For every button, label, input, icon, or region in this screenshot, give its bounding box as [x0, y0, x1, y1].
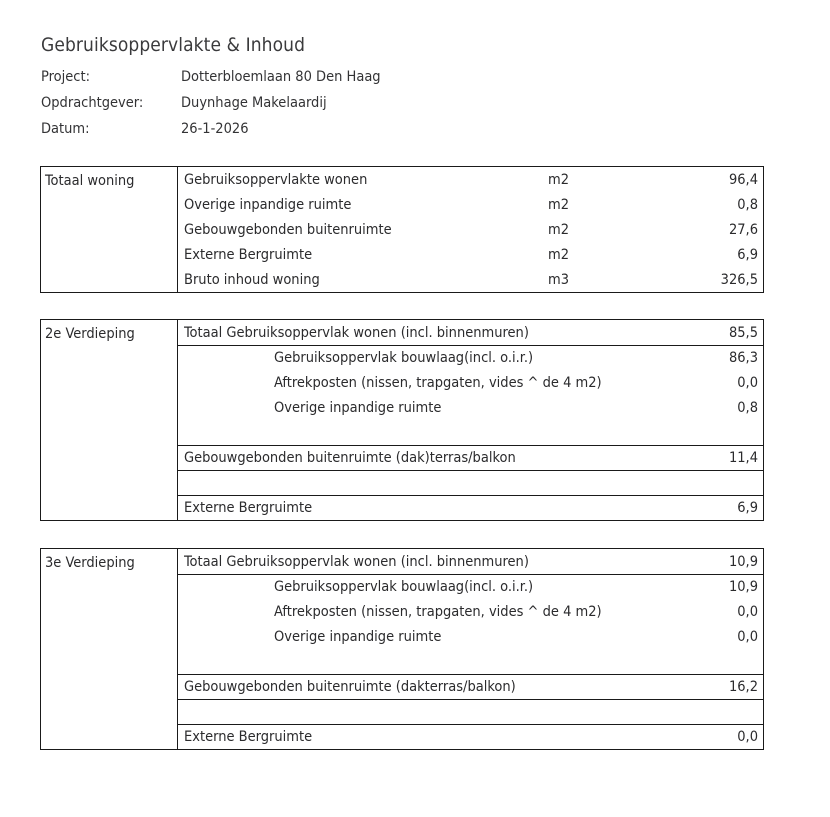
table-row	[178, 495, 763, 520]
opdrachtgever-label: Opdrachtgever:	[41, 95, 144, 111]
table-row	[178, 167, 763, 192]
table-3e-side-label: 3e Verdieping	[41, 549, 178, 749]
row-description: Overige inpandige ruimte	[184, 196, 352, 213]
row-description: Gebruiksoppervlak bouwlaag(incl. o.i.r.)	[274, 350, 534, 366]
row-value: 86,3	[728, 350, 758, 366]
row-description: Gebouwgebonden buitenruimte	[184, 221, 392, 238]
row-description: Externe Bergruimte	[184, 500, 313, 516]
row-value: 10,9	[728, 579, 758, 595]
metadata-row-datum	[41, 116, 541, 142]
datum-label: Datum:	[41, 121, 90, 137]
table-2e-side-label: 2e Verdieping	[41, 320, 178, 520]
row-value: 11,4	[728, 450, 758, 466]
row-value: 6,9	[737, 500, 758, 516]
table-spacer-row	[178, 470, 763, 495]
row-value: 16,2	[728, 679, 758, 695]
row-value: 0,0	[737, 729, 758, 745]
table-row	[178, 395, 763, 420]
row-value: 27,6	[728, 221, 758, 238]
row-value: 10,9	[728, 553, 758, 570]
opdrachtgever-value: Duynhage Makelaardij	[181, 95, 327, 111]
table-row	[178, 724, 763, 749]
row-description: Totaal Gebruiksoppervlak wonen (incl. binnenmuren)	[184, 324, 529, 341]
row-description: Aftrekposten (nissen, trapgaten, vides ^ de 4 m2)	[274, 603, 602, 620]
row-value: 96,4	[728, 171, 758, 188]
table-2e-verdieping	[40, 319, 764, 521]
row-unit: m2	[548, 221, 570, 238]
table-row	[178, 320, 763, 345]
table-row	[178, 599, 763, 624]
page-title: Gebruiksoppervlakte & Inhoud	[41, 34, 306, 56]
document-metadata	[41, 64, 541, 142]
row-value: 0,0	[737, 374, 758, 391]
row-description: Gebouwgebonden buitenruimte (dakterras/balkon)	[184, 679, 516, 695]
row-description: Gebruiksoppervlakte wonen	[184, 171, 368, 188]
table-spacer-row	[178, 649, 763, 674]
table-row	[178, 345, 763, 370]
row-value: 0,0	[737, 603, 758, 620]
table-3e-verdieping	[40, 548, 764, 750]
row-description: Gebouwgebonden buitenruimte (dak)terras/balkon	[184, 450, 516, 466]
table-row	[178, 242, 763, 267]
project-label: Project:	[41, 69, 90, 85]
row-value: 0,8	[737, 196, 758, 213]
row-description: Overige inpandige ruimte	[274, 399, 442, 416]
row-description: Aftrekposten (nissen, trapgaten, vides ^ de 4 m2)	[274, 374, 602, 391]
table-row	[178, 192, 763, 217]
table-row	[178, 549, 763, 574]
table-3e-body	[178, 549, 763, 749]
row-description: Overige inpandige ruimte	[274, 628, 442, 645]
row-unit: m2	[548, 246, 570, 263]
table-row	[178, 445, 763, 470]
table-spacer-row	[178, 420, 763, 445]
project-value: Dotterbloemlaan 80 Den Haag	[181, 69, 381, 85]
table-row	[178, 574, 763, 599]
row-unit: m3	[548, 271, 570, 288]
table-totaal-body	[178, 167, 763, 292]
table-totaal-side-label: Totaal woning	[41, 167, 178, 292]
row-description: Gebruiksoppervlak bouwlaag(incl. o.i.r.)	[274, 579, 534, 595]
table-row	[178, 624, 763, 649]
row-unit: m2	[548, 196, 570, 213]
table-spacer-row	[178, 699, 763, 724]
table-row	[178, 267, 763, 292]
row-unit: m2	[548, 171, 570, 188]
row-value: 0,8	[737, 399, 758, 416]
table-2e-body	[178, 320, 763, 520]
table-row	[178, 674, 763, 699]
row-description: Bruto inhoud woning	[184, 271, 320, 288]
row-value: 6,9	[737, 246, 758, 263]
metadata-row-opdrachtgever	[41, 90, 541, 116]
row-value: 0,0	[737, 628, 758, 645]
row-description: Totaal Gebruiksoppervlak wonen (incl. binnenmuren)	[184, 553, 529, 570]
row-description: Externe Bergruimte	[184, 246, 313, 263]
row-description: Externe Bergruimte	[184, 729, 313, 745]
row-value: 326,5	[720, 271, 758, 288]
datum-value: 26-1-2026	[181, 121, 249, 137]
table-row	[178, 217, 763, 242]
row-value: 85,5	[728, 324, 758, 341]
table-row	[178, 370, 763, 395]
table-totaal-woning	[40, 166, 764, 293]
metadata-row-project	[41, 64, 541, 90]
